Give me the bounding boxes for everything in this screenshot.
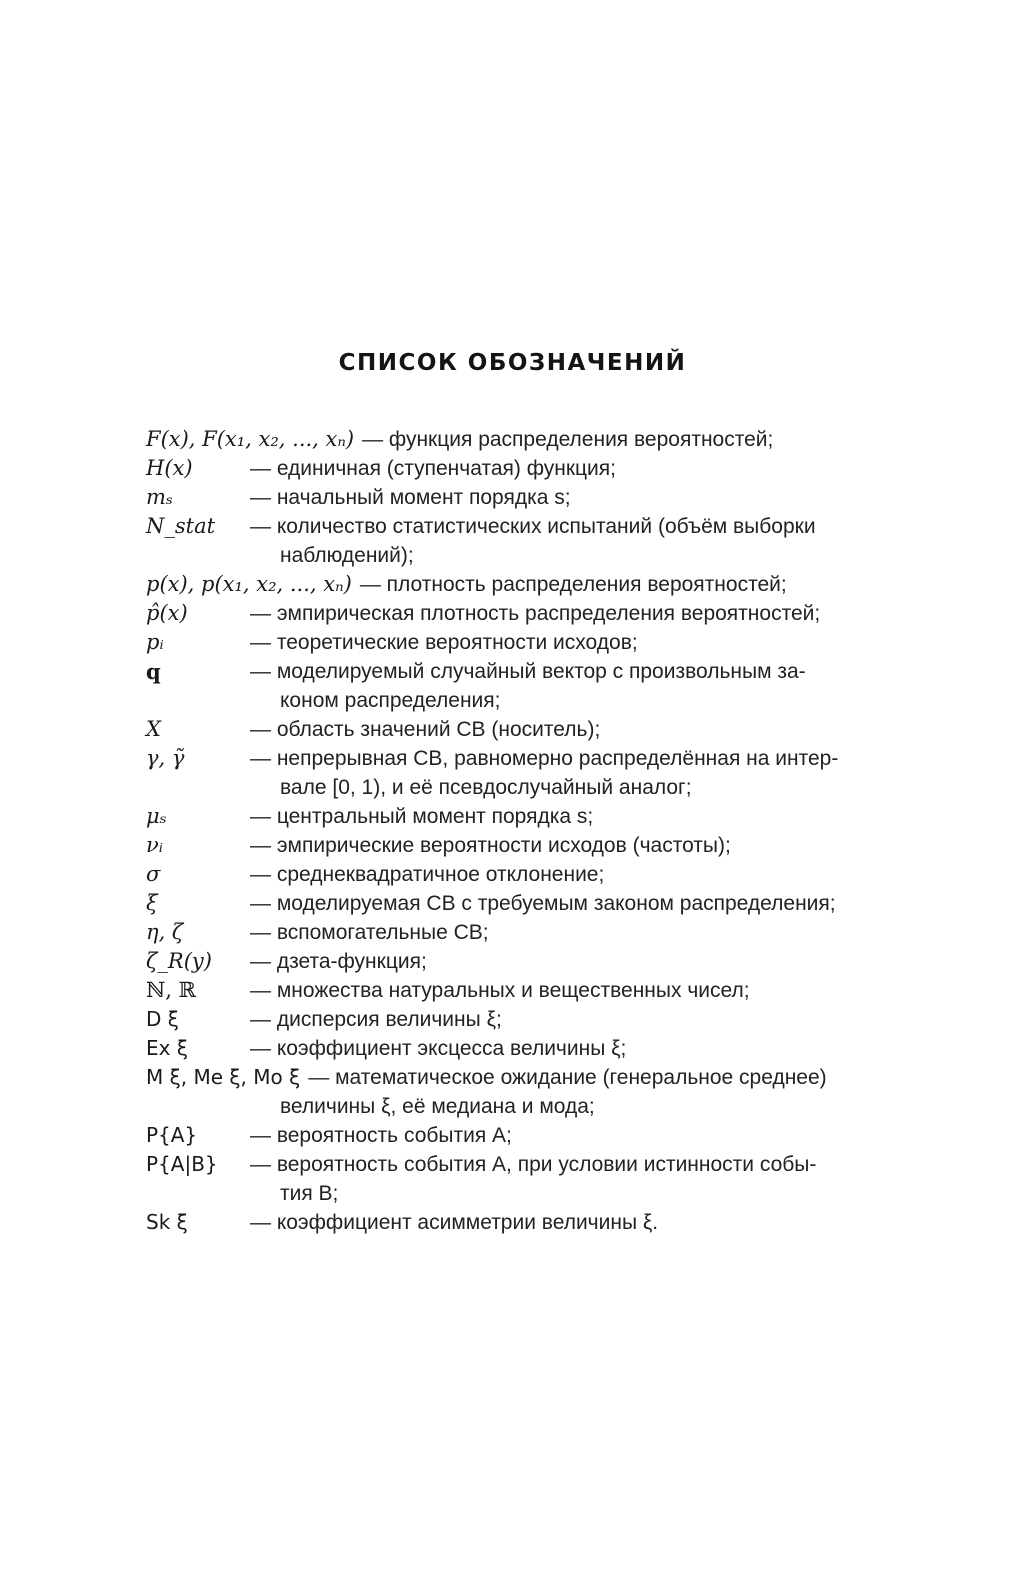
notation-symbol: Ex ξ: [146, 1036, 188, 1060]
notation-continuation: наблюдений);: [280, 544, 414, 567]
notation-symbol: ζ_R(y): [146, 949, 212, 973]
notation-symbol: σ: [146, 862, 161, 886]
list-item: [146, 570, 891, 599]
list-item: [146, 744, 891, 802]
notation-description: — среднеквадратичное отклонение;: [250, 863, 605, 886]
notation-symbol: F(x), F(x₁, x₂, ..., xₙ): [146, 427, 355, 451]
notation-description: — моделируемый случайный вектор с произвольным за-: [250, 660, 806, 683]
notation-description: — коэффициент эксцесса величины ξ;: [250, 1037, 627, 1060]
notation-description: — область значений СВ (носитель);: [250, 718, 601, 741]
notation-symbol: γ, γ̃: [146, 746, 185, 770]
list-item: [146, 1150, 891, 1208]
notation-symbol: Sk ξ: [146, 1210, 188, 1234]
notation-symbol: pᵢ: [146, 630, 164, 654]
notation-description: — множества натуральных и вещественных чисел;: [250, 979, 750, 1002]
list-item: [146, 831, 891, 860]
list-item: [146, 860, 891, 889]
notation-symbol: p(x), p(x₁, x₂, ..., xₙ): [146, 572, 352, 596]
notation-continuation: величины ξ, её медиана и мода;: [280, 1095, 595, 1118]
notation-description: — функция распределения вероятностей;: [362, 428, 774, 451]
notation-description: — моделируемая СВ с требуемым законом распределения;: [250, 892, 836, 915]
list-item: [146, 976, 891, 1005]
list-item: [146, 628, 891, 657]
notation-description: — эмпирические вероятности исходов (частоты);: [250, 834, 731, 857]
notation-symbol: mₛ: [146, 485, 173, 509]
notation-description: — эмпирическая плотность распределения вероятностей;: [250, 602, 821, 625]
notation-description: — начальный момент порядка s;: [250, 486, 571, 509]
page-title: СПИСОК ОБОЗНАЧЕНИЙ: [338, 350, 687, 376]
list-item: [146, 947, 891, 976]
notation-symbol: ξ: [146, 891, 158, 915]
list-item: [146, 1121, 891, 1150]
list-item: [146, 512, 891, 570]
notation-continuation: вале [0, 1), и её псевдослучайный аналог;: [280, 776, 692, 799]
notation-symbol: P{A}: [146, 1123, 198, 1147]
notation-description: — коэффициент асимметрии величины ξ.: [250, 1211, 659, 1234]
notation-description: — центральный момент порядка s;: [250, 805, 594, 828]
list-item: [146, 889, 891, 918]
notation-description: — вероятность события A;: [250, 1124, 512, 1147]
notation-symbol: p̂(x): [146, 601, 188, 625]
notation-description: — вероятность события A, при условии истинности собы-: [250, 1153, 817, 1176]
list-item: [146, 918, 891, 947]
notation-description: — вспомогательные СВ;: [250, 921, 489, 944]
list-item: [146, 1063, 891, 1121]
notation-symbol: N_stat: [146, 514, 216, 538]
notation-list: [146, 425, 891, 1237]
notation-description: — непрерывная СВ, равномерно распределённая на интер-: [250, 747, 839, 770]
list-item: [146, 715, 891, 744]
notation-description: — дзета-функция;: [250, 950, 427, 973]
notation-symbol: η, ζ: [146, 920, 184, 944]
notation-continuation: тия B;: [280, 1182, 339, 1205]
notation-description: — дисперсия величины ξ;: [250, 1008, 502, 1031]
notation-symbol: X: [146, 717, 161, 741]
notation-symbol: νᵢ: [146, 833, 163, 857]
list-item: [146, 454, 891, 483]
list-item: [146, 425, 891, 454]
list-item: [146, 802, 891, 831]
notation-description: — плотность распределения вероятностей;: [359, 573, 787, 596]
notation-symbol: ℕ, ℝ: [146, 978, 196, 1002]
notation-description: — математическое ожидание (генеральное среднее): [308, 1066, 827, 1089]
notation-description: — единичная (ступенчатая) функция;: [250, 457, 616, 480]
notation-description: — теоретические вероятности исходов;: [250, 631, 638, 654]
list-item: [146, 1005, 891, 1034]
notation-symbol: D ξ: [146, 1007, 179, 1031]
list-item: [146, 1034, 891, 1063]
list-item: [146, 1208, 891, 1237]
list-item: [146, 483, 891, 512]
notation-description: — количество статистических испытаний (объём выборки: [250, 515, 816, 538]
notation-symbol: μₛ: [146, 804, 167, 828]
notation-symbol: P{A|B}: [146, 1152, 218, 1176]
list-item: [146, 599, 891, 628]
list-item: [146, 657, 891, 715]
notation-symbol: H(x): [146, 456, 193, 480]
notation-continuation: коном распределения;: [280, 689, 501, 712]
notation-symbol: q: [146, 659, 161, 684]
notation-symbol: M ξ, Me ξ, Mo ξ: [146, 1065, 301, 1089]
